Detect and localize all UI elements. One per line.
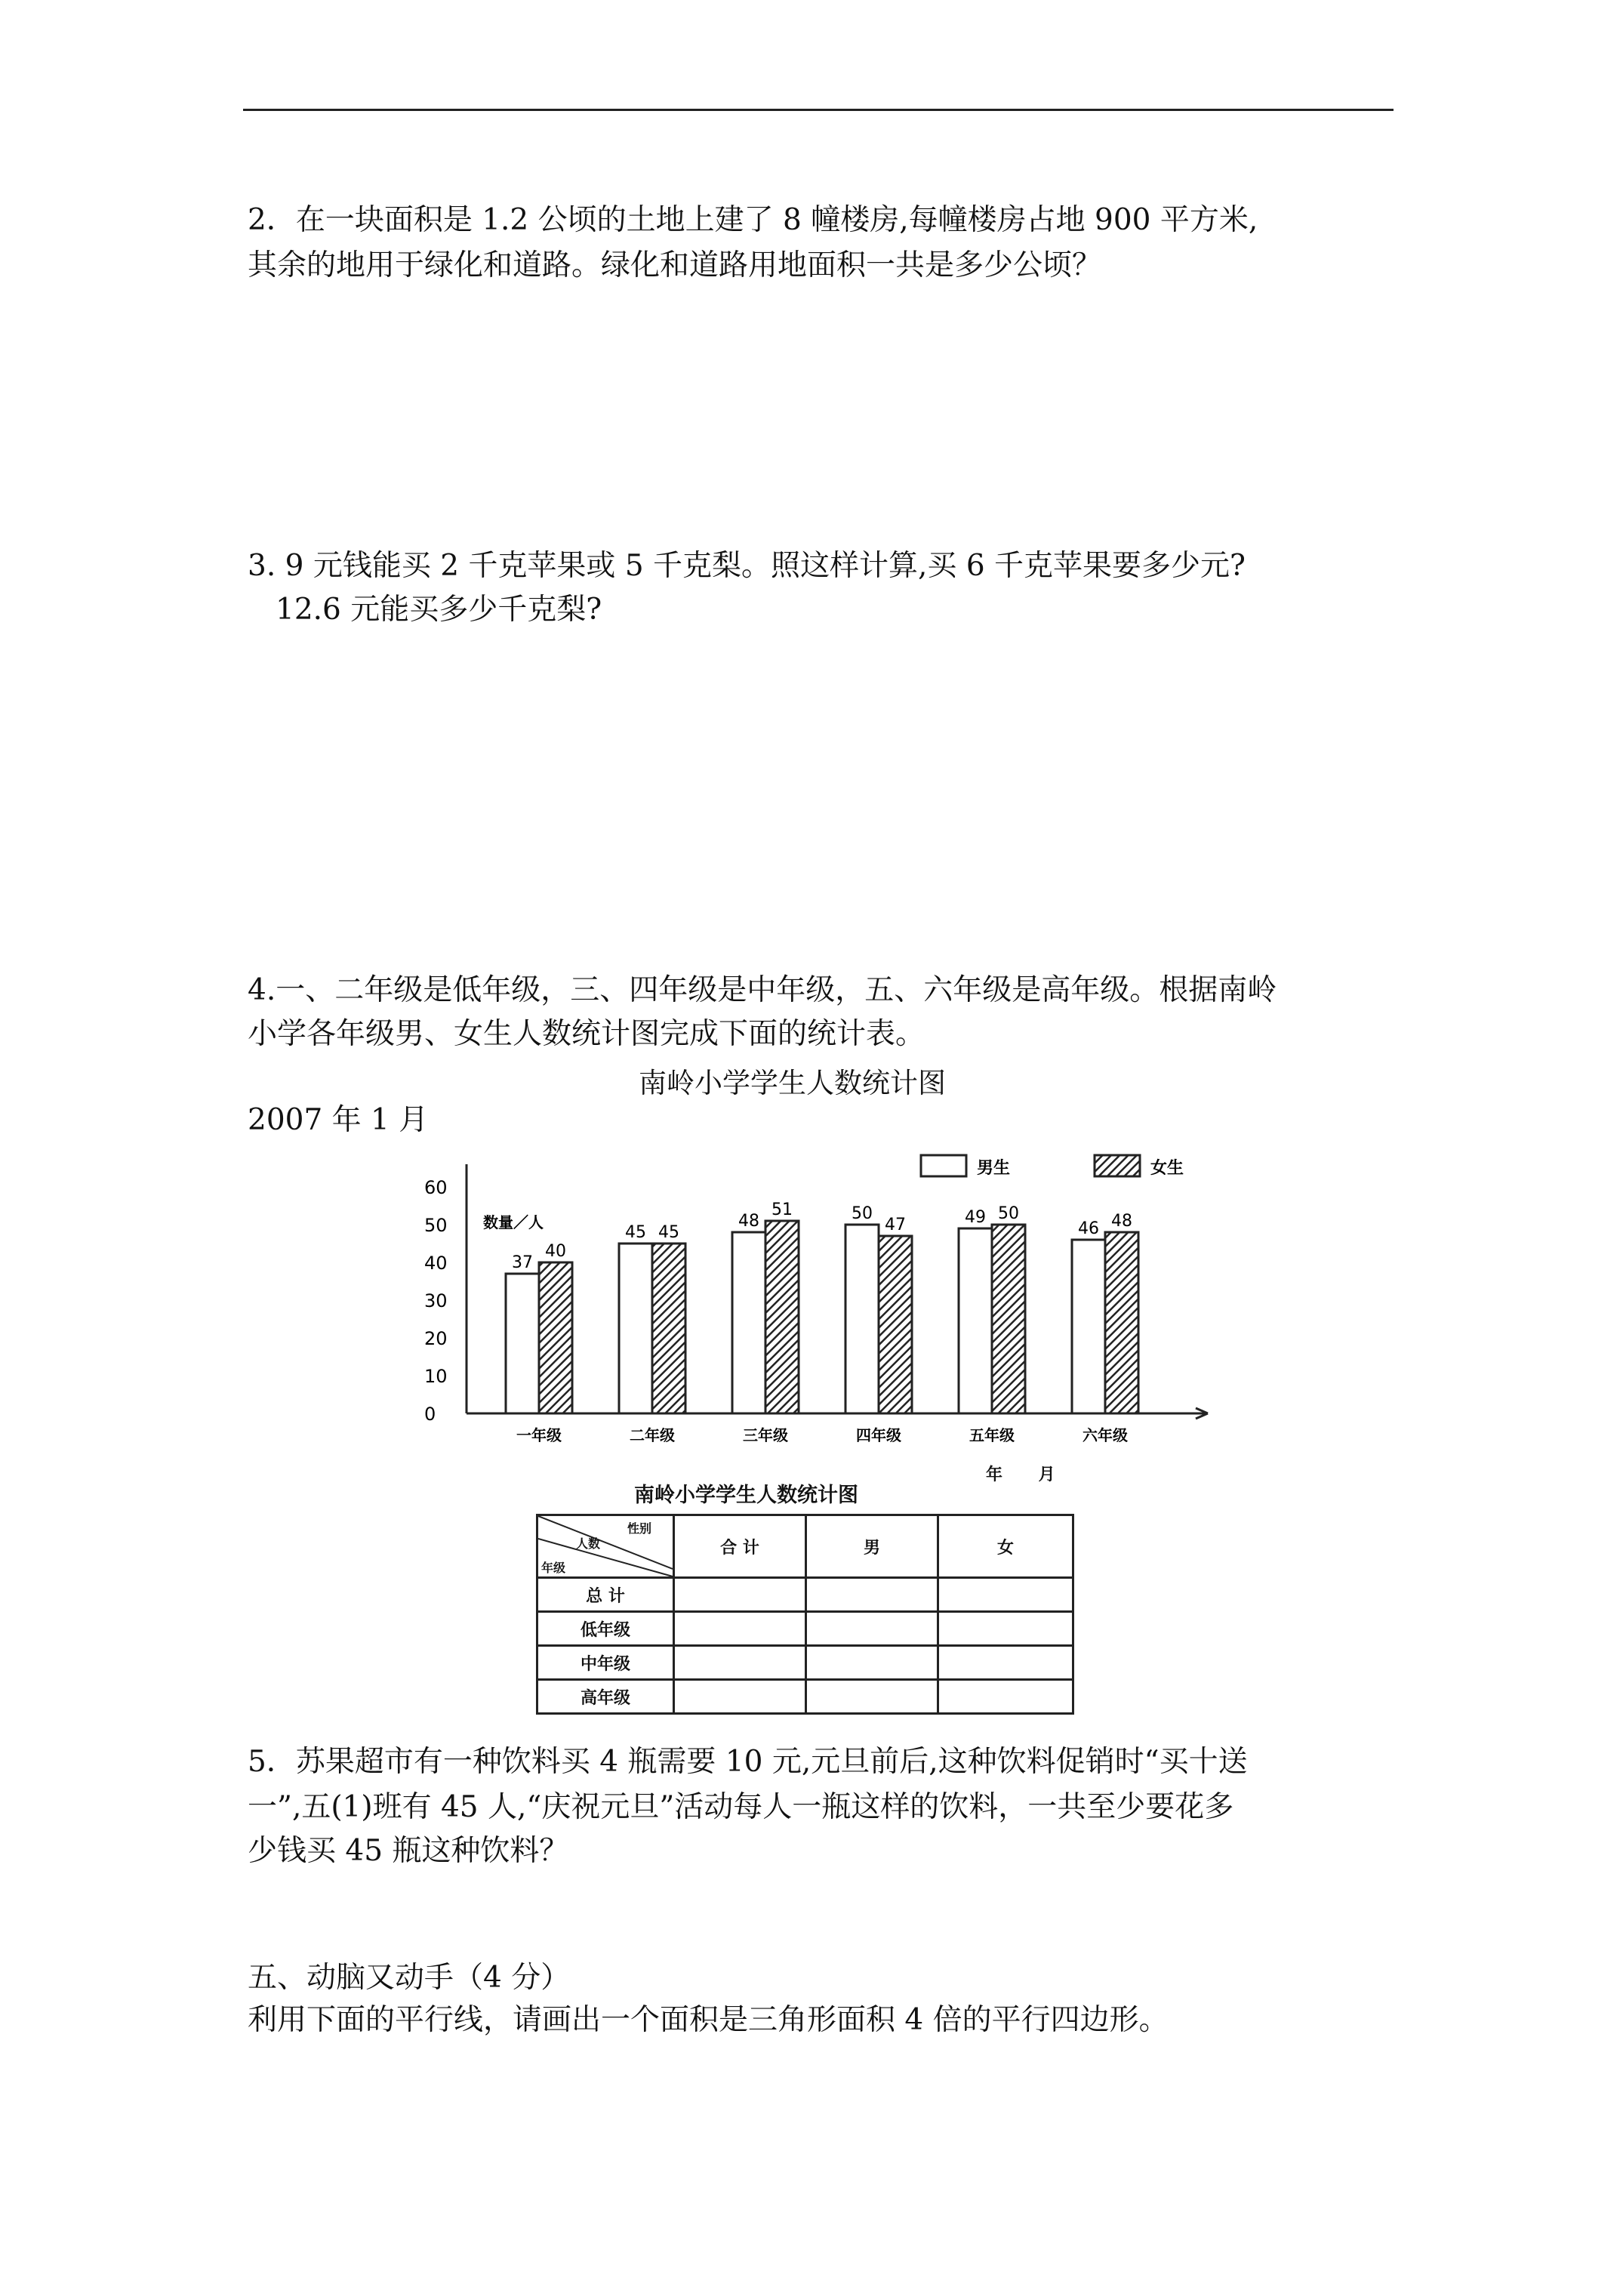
y-tick-label: 40 [424,1253,448,1274]
table-row [537,1612,1073,1646]
legend-swatch [921,1155,966,1176]
answer-cell[interactable] [806,1680,938,1714]
corner-label-grade: 年级 [541,1561,566,1575]
bar-value-label: 46 [1078,1219,1099,1238]
y-axis-label: 数量／人 [483,1213,544,1231]
answer-cell[interactable] [674,1578,806,1612]
question-3-line-2: 12.6 元能买多少千克梨? [276,593,602,627]
bar-value-label: 45 [658,1223,679,1242]
bar-value-label: 50 [852,1204,873,1223]
answer-cell[interactable] [674,1680,806,1714]
bar [992,1225,1025,1413]
bar [959,1228,992,1413]
table-title: 南岭小学学生人数统计图 [634,1484,858,1507]
x-tick-label: 一年级 [516,1426,562,1442]
section-5-instruction: 利用下面的平行线，请画出一个面积是三角形面积 4 倍的平行四边形。 [248,2003,1169,2037]
question-4-line-1: 4.一、二年级是低年级，三、四年级是中年级，五、六年级是高年级。根据南岭 [248,973,1277,1007]
question-5-line-1: 5．苏果超市有一种饮料买 4 瓶需要 10 元,元旦前后,这种饮料促销时“买十送 [248,1745,1248,1779]
y-tick-label: 10 [424,1366,448,1387]
bar [539,1262,572,1413]
table-row [537,1680,1073,1714]
header-total: 合 计 [674,1515,806,1578]
header-male: 男 [806,1515,938,1578]
row-label: 高年级 [537,1680,674,1714]
x-tick-label: 六年级 [1083,1426,1128,1442]
bar [1105,1232,1138,1413]
y-tick-label: 0 [424,1404,436,1425]
chart-heading: 南岭小学学生人数统计图 [639,1067,946,1099]
corner-label-count: 人数 [576,1536,601,1551]
chart-date: 2007 年 1 月 [248,1103,429,1137]
answer-cell[interactable] [806,1578,938,1612]
question-2-line-1: 2．在一块面积是 1.2 公顷的土地上建了 8 幢楼房,每幢楼房占地 900 平方米, [248,203,1258,237]
x-tick-label: 二年级 [630,1426,675,1442]
bar-value-label: 47 [885,1216,906,1234]
bar [1072,1240,1105,1413]
legend-swatch [1095,1155,1140,1176]
bar-value-label: 48 [738,1212,759,1231]
table-row [537,1646,1073,1680]
y-tick-label: 30 [424,1290,448,1311]
table-date-label: 年 月 [986,1465,1055,1484]
legend-label: 男生 [977,1159,1011,1178]
question-4-line-2: 小学各年级男、女生人数统计图完成下面的统计表。 [248,1017,925,1051]
bar [619,1244,652,1413]
bar-value-label: 37 [512,1253,533,1272]
header-rule [243,109,1394,111]
bar [506,1274,539,1413]
answer-cell[interactable] [674,1646,806,1680]
answer-cell[interactable] [806,1612,938,1646]
question-5-line-3: 少钱买 45 瓶这种饮料？ [248,1834,569,1868]
answer-cell[interactable] [938,1578,1073,1612]
bar-value-label: 51 [771,1200,793,1219]
statistics-table [536,1514,1074,1715]
y-tick-label: 50 [424,1215,448,1236]
bar-value-label: 49 [965,1208,986,1227]
answer-cell[interactable] [938,1646,1073,1680]
bar [879,1236,912,1413]
bar-value-label: 50 [998,1204,1019,1223]
corner-label-gender: 性别 [627,1521,652,1536]
x-tick-label: 五年级 [969,1426,1015,1442]
y-tick-label: 20 [424,1328,448,1349]
bar-value-label: 48 [1111,1212,1132,1231]
table-row [537,1578,1073,1612]
x-tick-label: 三年级 [743,1426,788,1442]
answer-cell[interactable] [938,1680,1073,1714]
bar [845,1225,879,1413]
row-label: 中年级 [537,1646,674,1680]
table-corner-cell [537,1515,674,1578]
y-tick-label: 60 [424,1177,448,1198]
bar [732,1232,765,1413]
bar-chart [408,1140,1223,1442]
table-header-row [537,1515,1073,1578]
legend-label: 女生 [1150,1159,1184,1178]
bar-value-label: 40 [545,1242,566,1261]
row-label: 低年级 [537,1612,674,1646]
bar [765,1221,799,1413]
question-5-line-2: 一”,五(1)班有 45 人,“庆祝元旦”活动每人一瓶这样的饮料，一共至少要花多 [248,1790,1234,1824]
answer-cell[interactable] [674,1612,806,1646]
header-female: 女 [938,1515,1073,1578]
section-5-title: 五、动脑又动手（4 分） [248,1961,571,1995]
x-tick-label: 四年级 [856,1426,901,1442]
question-3-line-1: 3. 9 元钱能买 2 千克苹果或 5 千克梨。照这样计算,买 6 千克苹果要多少元? [248,549,1246,583]
answer-cell[interactable] [938,1612,1073,1646]
question-2-line-2: 其余的地用于绿化和道路。绿化和道路用地面积一共是多少公顷？ [248,248,1102,282]
bar-value-label: 45 [625,1223,646,1242]
bar [652,1244,685,1413]
row-label: 总 计 [537,1578,674,1612]
answer-cell[interactable] [806,1646,938,1680]
